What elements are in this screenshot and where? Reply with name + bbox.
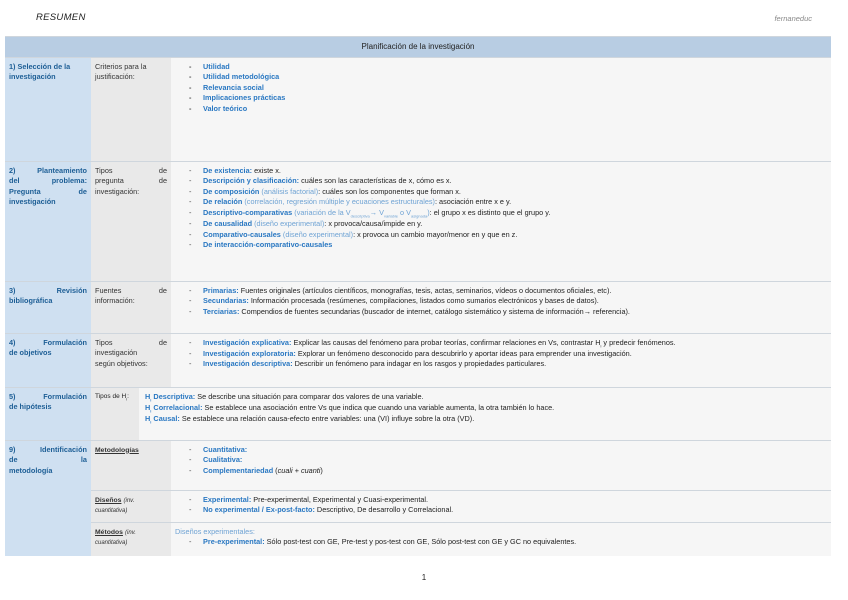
list-item: $H_i$ Descriptiva: Se describe una situación para comparar dos valores de una variable. [145, 391, 424, 403]
table-row [5, 57, 831, 161]
row-label-line: de hipótesis [9, 402, 52, 412]
list-item: - De composición (análisis factorial): cuáles son los componentes que forman x. [203, 187, 827, 198]
list [175, 495, 827, 516]
list-item: - De causalidad (diseño experimental): x provoca/causa/impide en y. [203, 219, 827, 230]
row-label-line: metodología [9, 465, 53, 475]
row-criteria-line: Fuentes de [95, 285, 167, 295]
list-item: - Complementariedad (cuali + cuanti) [203, 466, 827, 477]
row-criteria-line: investigación: [95, 186, 140, 196]
table-row [5, 333, 831, 387]
row-label-line: de la [9, 455, 87, 465]
row-criteria-line: investigación [95, 348, 138, 358]
row-label: 1) Selección de la investigación [5, 57, 91, 161]
list-item: - Utilidad [203, 62, 827, 73]
list [175, 338, 827, 370]
list-item: - Relevancia social [203, 83, 827, 94]
row-criteria-line: información: [95, 296, 135, 306]
list-item: - Pre-experimental: Sólo post-test con GE, Pre-test y pos-test con GE, Sólo post-test con GE y GC no equivalentes. [203, 537, 827, 548]
table-row [5, 490, 831, 522]
metodos-label: Métodos [95, 528, 123, 536]
table-row [5, 387, 831, 440]
table-row [5, 161, 831, 281]
list-item: - Investigación descriptiva: Describir un fenómeno para indagar en los rasgos y propiedades particulares. [203, 359, 827, 370]
list-item: - Descriptivo-comparativas (variación de la $V_{descriptiva}\to V_{variable}$ o $V_{asignada}$): el grupo x es distinto que el grupo y. [203, 208, 827, 219]
row-label-line: de objetivos [9, 348, 52, 358]
table-title: Planificación de la investigación [5, 37, 831, 58]
table-row [5, 522, 831, 556]
list-item: - Secundarias: Información procesada (resúmenes, compilaciones, listados como sumarios electrónicos y bases de datos). [203, 296, 827, 307]
header-title: RESUMEN [36, 12, 86, 23]
row-criteria-line: Tipos de [95, 337, 167, 347]
metodos-note: (inv. cuantitativa) [95, 529, 136, 547]
list-item: - Experimental: Pre-experimental, Experimental y Cuasi-experimental. [203, 495, 827, 506]
list-item: $H_i$ Correlacional: Se establece una asociación entre Vs que indica que cuando una variable aumenta, la otra también lo hace. [145, 402, 555, 414]
row-label-line: del problema: [9, 176, 87, 186]
list-item: - De existencia: existe x. [203, 166, 827, 177]
page-number: 1 [421, 573, 427, 582]
list-item: $H_i$ Causal: Se establece una relación causa-efecto entre variables: una (VI) influye sobre la otra (VD). [145, 414, 475, 425]
row-label-line: investigación [9, 197, 56, 207]
list-item: - De relación (correlación, regresión múltiple y ecuaciones estructurales): asociación entre x e y. [203, 197, 827, 208]
table-row [5, 281, 831, 333]
list-item: - Comparativo-causales (diseño experimental): x provoca un cambio mayor/menor en y que en z. [203, 230, 827, 241]
row-label-line: 5) Formulación [9, 391, 87, 401]
list-item: - Valor teórico [203, 104, 827, 115]
list [175, 537, 827, 548]
list-item: - De interacción-comparativo-causales [203, 240, 827, 251]
planning-table [5, 36, 831, 556]
row-criteria-line: Tipos de [95, 165, 167, 175]
row-label-line: 4) Formulación [9, 337, 87, 347]
row-criteria-line: según objetivos: [95, 358, 148, 368]
list-item: - Cuantitativa: [203, 445, 827, 456]
list [175, 166, 827, 251]
list-item: - Investigación explicativa: Explicar las causas del fenómeno para probar teorías, confirmar relaciones en Vs, contrastar $H_i$ y predecir fenómenos. [203, 338, 827, 349]
list-item: - Terciarias: Compendios de fuentes secundarias (buscador de internet, catálogo sistemático y sistema de información→ referencia). [203, 307, 827, 318]
list [175, 286, 827, 318]
row-label-line: 9) Identificación [9, 444, 87, 454]
list [175, 62, 827, 115]
row-criteria: Tipos de $H_i$: [91, 388, 139, 440]
metodos-heading: Diseños experimentales: [175, 526, 255, 536]
row-criteria-line: pregunta de [95, 176, 167, 186]
disenos-note: (inv. cuantitativa) [95, 497, 135, 515]
row-label-line: 3) Revisión [9, 285, 87, 295]
row-label-line: bibliográfica [9, 296, 53, 306]
row-label-line: 2) Planteamiento [9, 165, 87, 175]
list [175, 445, 827, 477]
row-criteria: Criterios para la justificación: [91, 57, 171, 161]
list-item: - Utilidad metodológica [203, 72, 827, 83]
table-title-row [5, 37, 831, 58]
list-item: - Cualitativa: [203, 455, 827, 466]
disenos-label: Diseños [95, 496, 122, 504]
header-author: fernaneduc [774, 14, 812, 23]
metodologias-label: Metodologías [95, 446, 139, 454]
list-item: - Implicaciones prácticas [203, 93, 827, 104]
list-item: - Primarias: Fuentes originales (artículos científicos, monografías, tesis, actas, seminarios, vídeos o documentos oficiales, etc). [203, 286, 827, 297]
list-item: - Descripción y clasificación: cuáles son las características de x, cómo es x. [203, 176, 827, 187]
list-item: - No experimental / Ex-post-facto: Descriptivo, De desarrollo y Correlacional. [203, 505, 827, 516]
row-label-line: Pregunta de [9, 186, 87, 196]
table-row [5, 440, 831, 490]
list-item: - Investigación exploratoria: Explorar un fenómeno desconocido para descubrirlo y aportar ideas para emprender una investigación. [203, 349, 827, 360]
